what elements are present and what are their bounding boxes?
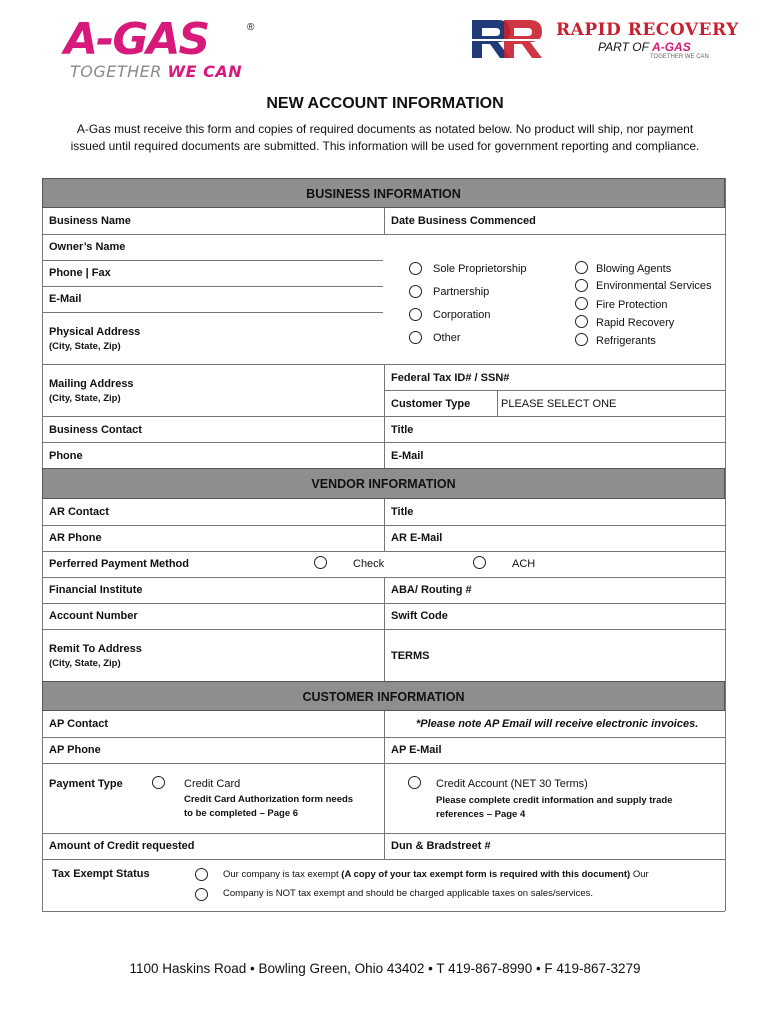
- physical-address-label: Physical Address: [49, 326, 141, 338]
- ach-label: ACH: [512, 558, 536, 570]
- part-of-agas: [598, 40, 691, 54]
- other-radio[interactable]: [409, 331, 422, 344]
- email-label: E-Mail: [49, 293, 82, 305]
- part-of-brand: A-GAS: [652, 40, 691, 54]
- page-title: NEW ACCOUNT INFORMATION: [266, 95, 504, 112]
- tax-exempt-yes-requirement: (A copy of your tax exempt form is required with this document): [341, 869, 631, 880]
- fire-protection-radio[interactable]: [575, 297, 588, 310]
- contact-email-label: E-Mail: [391, 450, 424, 462]
- credit-account-note-line2: references – Page 4: [436, 809, 526, 820]
- footer-address: 1100 Haskins Road • Bowling Green, Ohio 43402 • T 419-867-8990 • F 419-867-3279: [129, 961, 641, 976]
- ar-contact-label: AR Contact: [49, 506, 109, 518]
- amount-credit-label: Amount of Credit requested: [49, 840, 195, 852]
- owners-name-label: Owner’s Name: [49, 241, 126, 253]
- credit-account-note-line1: Please complete credit information and supply trade: [436, 795, 673, 806]
- part-of-text: PART OF: [598, 40, 649, 54]
- environmental-services-radio[interactable]: [575, 279, 588, 292]
- credit-card-note-line2: to be completed – Page 6: [184, 808, 299, 819]
- ap-email-label: AP E-Mail: [391, 744, 442, 756]
- customer-type-select[interactable]: PLEASE SELECT ONE: [501, 398, 617, 410]
- partnership-label: Partnership: [433, 286, 490, 298]
- rapid-recovery-radio[interactable]: [575, 315, 588, 328]
- federal-tax-label: Federal Tax ID# / SSN#: [391, 372, 510, 384]
- vendor-title-label: Title: [391, 506, 414, 518]
- aba-routing-label: ABA/ Routing #: [391, 584, 472, 596]
- environmental-services-label: Environmental Services: [596, 280, 712, 292]
- financial-institute-label: Financial Institute: [49, 584, 143, 596]
- sole-proprietorship-label: Sole Proprietorship: [433, 263, 527, 275]
- dun-bradstreet-label: Dun & Bradstreet #: [391, 840, 491, 852]
- agas-logo-wordmark: A-GAS: [64, 14, 209, 65]
- phone-label: Phone: [49, 450, 83, 462]
- blowing-agents-radio[interactable]: [575, 261, 588, 274]
- rapid-recovery-name: RAPID RECOVERY: [556, 20, 739, 40]
- refrigerants-radio[interactable]: [575, 333, 588, 346]
- business-contact-label: Business Contact: [49, 424, 142, 436]
- tax-exempt-no-radio[interactable]: [195, 888, 208, 901]
- phone-fax-label: Phone | Fax: [49, 267, 111, 279]
- payment-type-label: Payment Type: [49, 778, 123, 790]
- date-commenced-label: Date Business Commenced: [391, 215, 536, 227]
- other-label: Other: [433, 332, 461, 344]
- credit-account-radio[interactable]: [408, 776, 421, 789]
- sole-proprietorship-radio[interactable]: [409, 262, 422, 275]
- blowing-agents-label: Blowing Agents: [596, 263, 672, 275]
- account-number-label: Account Number: [49, 610, 138, 622]
- credit-card-label: Credit Card: [184, 778, 241, 790]
- rapid-recovery-logo: [468, 14, 758, 64]
- check-label: Check: [353, 558, 385, 570]
- physical-address-sub: (City, State, Zip): [49, 341, 121, 352]
- credit-card-radio[interactable]: [152, 776, 165, 789]
- credit-card-note-line1: Credit Card Authorization form needs: [184, 794, 354, 805]
- tax-exempt-no-text: Company is NOT tax exempt and should be charged applicable taxes on sales/services.: [223, 888, 593, 899]
- ap-email-note: *Please note AP Email will receive electronic invoices.: [416, 718, 699, 730]
- check-radio[interactable]: [314, 556, 327, 569]
- refrigerants-label: Refrigerants: [596, 335, 656, 347]
- tagline-light: TOGETHER: [70, 62, 162, 81]
- intro-paragraph: A-Gas must receive this form and copies of required documents as notated below. No product will ship, nor payment issued until required documents are submitted. This information will be used for government reporting and compliance.: [70, 122, 700, 153]
- registered-mark: ®: [247, 22, 255, 33]
- business-section-heading: BUSINESS INFORMATION: [42, 178, 725, 208]
- payment-method-label: Perferred Payment Method: [49, 558, 189, 570]
- remit-address-sub: (City, State, Zip): [49, 658, 121, 669]
- ach-radio[interactable]: [473, 556, 486, 569]
- mailing-address-sub: (City, State, Zip): [49, 393, 121, 404]
- tax-exempt-yes-lead: Our company is tax exempt: [223, 869, 342, 880]
- tax-exempt-label: Tax Exempt Status: [52, 868, 150, 880]
- customer-type-label: Customer Type: [391, 398, 471, 410]
- rapid-recovery-label: Rapid Recovery: [596, 317, 675, 329]
- tax-exempt-yes-text: [223, 869, 649, 880]
- corporation-label: Corporation: [433, 309, 491, 321]
- business-name-label: Business Name: [49, 215, 131, 227]
- tax-exempt-yes-tail: Our: [630, 869, 649, 880]
- tax-exempt-yes-radio[interactable]: [195, 868, 208, 881]
- swift-code-label: Swift Code: [391, 610, 448, 622]
- credit-account-label: Credit Account (NET 30 Terms): [436, 778, 588, 790]
- remit-address-label: Remit To Address: [49, 643, 142, 655]
- agas-logo: [64, 14, 264, 84]
- corporation-radio[interactable]: [409, 308, 422, 321]
- rapid-recovery-mark-icon: [468, 14, 550, 62]
- ap-contact-label: AP Contact: [49, 718, 109, 730]
- fire-protection-label: Fire Protection: [596, 299, 668, 311]
- agas-tagline: [70, 62, 242, 81]
- ar-phone-label: AR Phone: [49, 532, 102, 544]
- customer-section-heading: CUSTOMER INFORMATION: [42, 681, 725, 711]
- ap-phone-label: AP Phone: [49, 744, 101, 756]
- contact-title-label: Title: [391, 424, 414, 436]
- tagline-bold: WE CAN: [167, 62, 243, 81]
- tiny-tagline: TOGETHER WE CAN: [650, 54, 709, 60]
- partnership-radio[interactable]: [409, 285, 422, 298]
- ar-email-label: AR E-Mail: [391, 532, 443, 544]
- vendor-section-heading: VENDOR INFORMATION: [42, 468, 725, 499]
- mailing-address-label: Mailing Address: [49, 378, 134, 390]
- terms-label: TERMS: [391, 650, 430, 662]
